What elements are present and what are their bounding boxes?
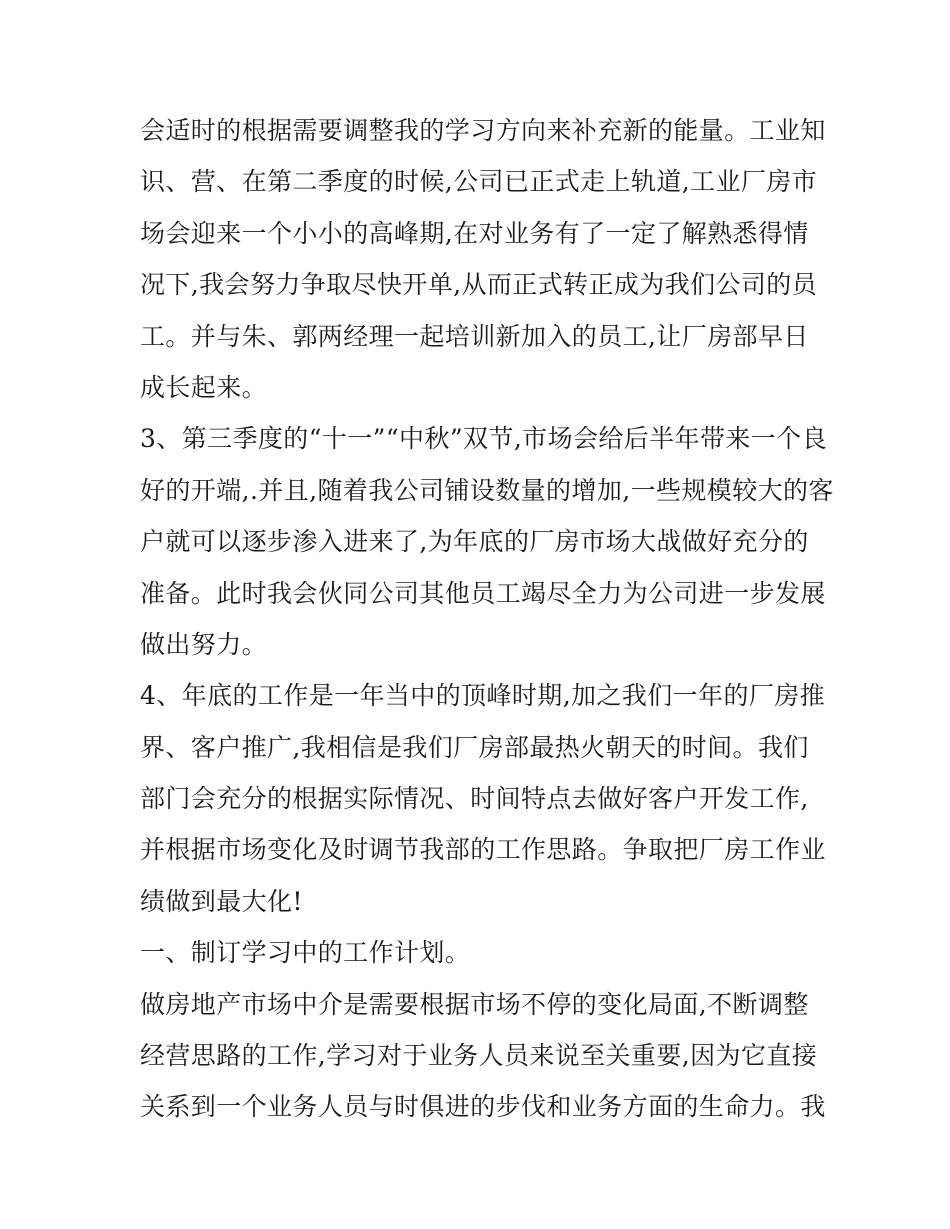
text-line: 好的开端,.并且,随着我公司铺设数量的增加,一些规模较大的客 xyxy=(140,475,834,505)
text-line: 部门会充分的根据实际情况、时间特点去做好客户开发工作, xyxy=(140,784,809,814)
text-line: 况下,我会努力争取尽快开单,从而正式转正成为我们公司的员 xyxy=(140,270,818,300)
text-line: 并根据市场变化及时调节我部的工作思路。争取把厂房工作业 xyxy=(140,835,826,865)
text-line: 工。并与朱、郭两经理一起培训新加入的员工,让厂房部早日 xyxy=(140,321,809,351)
text-line: 做房地产市场中介是需要根据市场不停的变化局面,不断调整 xyxy=(140,989,809,1019)
text-line: 户就可以逐步渗入进来了,为年底的厂房市场大战做好充分的 xyxy=(140,527,809,557)
text-line: 成长起来。 xyxy=(140,372,268,402)
text-line: 关系到一个业务人员与时俱进的步伐和业务方面的生命力。我 xyxy=(140,1092,826,1122)
text-line: 识、营、在第二季度的时候,公司已正式走上轨道,工业厂房市 xyxy=(140,167,818,197)
text-line: 场会迎来一个小小的高峰期,在对业务有了一定了解熟悉得情 xyxy=(140,218,809,248)
text-line: 绩做到最大化! xyxy=(140,886,303,916)
text-line: 会适时的根据需要调整我的学习方向来补充新的能量。工业知 xyxy=(140,116,826,145)
text-line: 一、制订学习中的工作计划。 xyxy=(140,938,471,968)
text-line: 界、客户推广,我相信是我们厂房部最热火朝天的时间。我们 xyxy=(140,732,809,762)
text-line: 3、第三季度的“十一”“中秋”双节,市场会给后半年带来一个良 xyxy=(140,424,827,454)
text-line: 经营思路的工作,学习对于业务人员来说至关重要,因为它直接 xyxy=(140,1041,818,1071)
text-line: 4、年底的工作是一年当中的顶峰时期,加之我们一年的厂房推 xyxy=(140,681,826,711)
text-line: 做出努力。 xyxy=(140,629,268,659)
document-body xyxy=(140,105,834,1133)
text-line: 准备。此时我会伙同公司其他员工竭尽全力为公司进一步发展 xyxy=(140,578,826,608)
